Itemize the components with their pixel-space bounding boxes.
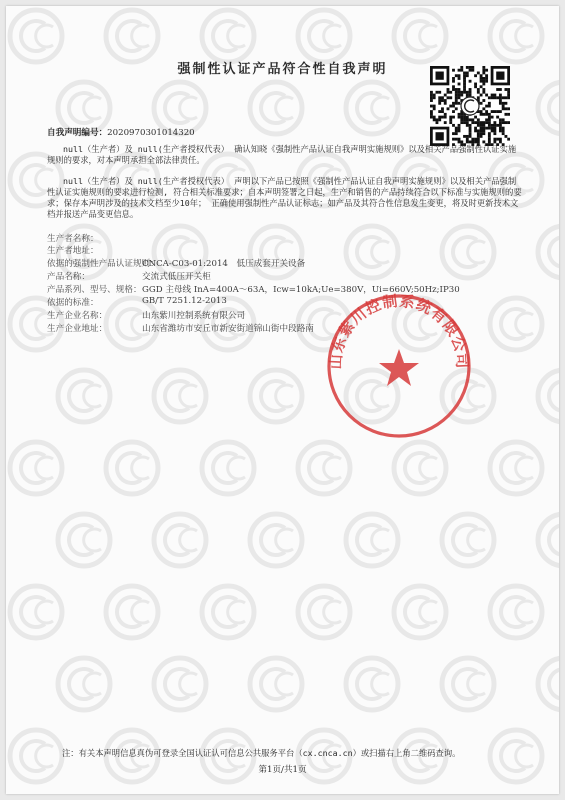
enterprise-address-value: 山东省潍坊市安丘市新安街道锦山街中段路南 xyxy=(142,324,314,334)
acknowledgement-paragraph: null（生产者）及 null(生产者授权代表） 确认知晓《强制性产品认证自我声明实施规则》以及相关产品强制性认证实施规则的要求，对本声明承担全部法律责任。 xyxy=(47,144,517,165)
enterprise-name-value: 山东紫川控制系统有限公司 xyxy=(142,311,246,321)
qr-code-icon xyxy=(430,66,510,146)
product-name-label: 产品名称： xyxy=(47,272,90,282)
page-number: 第1页/共1页 xyxy=(258,765,307,775)
producer-address-label: 生产者地址： xyxy=(47,246,99,256)
certification-rule-value: CNCA-C03-01:2014 低压成套开关设备 xyxy=(142,259,306,269)
company-seal-stamp xyxy=(324,291,474,441)
certification-rule-label: 依据的强制性产品认证规则： xyxy=(47,259,159,269)
declaration-document xyxy=(6,6,559,794)
standard-label: 依据的标准： xyxy=(47,298,99,308)
producer-name-label: 生产者名称： xyxy=(47,234,99,244)
declaration-number-value: 2020970301014320 xyxy=(107,128,195,138)
footnote: 注：有关本声明信息真伪可登录全国认证认可信息公共服务平台（cx.cnca.cn）或扫描右上角二维码查询。 xyxy=(62,748,461,758)
product-model-label: 产品系列、型号、规格： xyxy=(47,285,142,295)
declaration-number-label: 自我声明编号： xyxy=(47,128,108,138)
svg-text:山东紫川控制系统有限公司: 山东紫川控制系统有限公司 xyxy=(326,291,472,370)
seal-star-icon xyxy=(379,349,419,386)
compliance-paragraph: null（生产者）及 null(生产者授权代表） 声明以下产品已按照《强制性产品认证自我声明实施规则》以及相关产品强制性认证实施规则的要求进行检测, 符合相关标准要求；自本声明签署之日起，生产和销售的产品持续符合以下标准与实施规则的要求；保存本声明涉及的技术文档至少10年； 正确使用强制性产品认证标志；如产品及其符合性信息发生变更，将及时更新技术文档并报送产品变更信息。 xyxy=(47,176,522,219)
declaration-number-row xyxy=(47,126,195,138)
product-model-value: GGD 主母线 InA=400A～63A，Icw=10kA;Ue=380V，Ui=660V;50Hz;IP30 xyxy=(142,285,460,295)
enterprise-address-label: 生产企业地址： xyxy=(47,324,108,334)
document-title: 强制性认证产品符合性自我声明 xyxy=(177,62,388,77)
product-name-value: 交流式低压开关柜 xyxy=(142,272,211,282)
enterprise-name-label: 生产企业名称： xyxy=(47,311,108,321)
standard-value: GB/T 7251.12-2013 xyxy=(142,296,227,306)
